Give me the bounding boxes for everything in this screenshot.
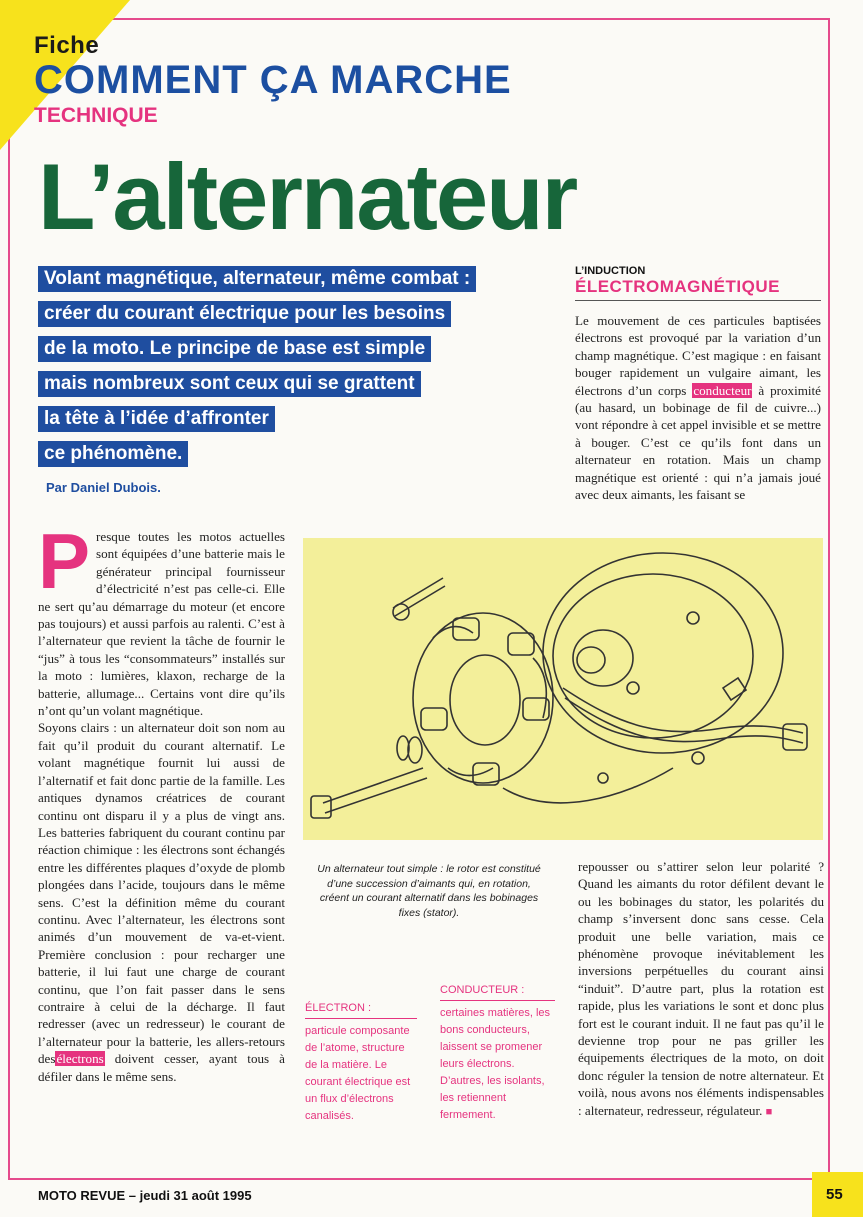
section-heading-small: L’INDUCTION [575,265,646,277]
byline: Par Daniel Dubois. [46,480,161,495]
intro-block [38,266,528,495]
intro-line: ce phénomène. [38,441,188,467]
highlight-electrons: électrons [56,1051,104,1067]
body-text: Le mouvement de ces particules baptisées électrons est provoqué par la variation d’un champ magnétique. C’est magique : en faisant bouger rapidement un vulgaire aimant, les électrons d’un corps [575,313,821,398]
header-fiche: Fiche [34,32,100,59]
page-number: 55 [826,1186,843,1203]
body-text: repousser ou s’attirer selon leur polarité ? Quand les aimants du rotor défilent devant le ou les bobinages du stator, les polarités du champ s’inversent donc sans cesse. Cela produit une belle variation, mais ce phénomène provoque inévitablement les inversions perpétuelles du courant ainsi “induit”. D’autre part, plus la rotation est rapide, plus les variations le sont et donc plus fort est le courant induit. Il ne faut pas qu’il le devienne trop pour ne pas griller les équipements électriques de la moto, on doit donc réguler la tension de notre alternateur. Et voilà, nous avons nos éléments indispensables : alternateur, redresseur, régulateur. [578,859,824,1118]
section-heading [575,265,821,301]
figure-caption: Un alternateur tout simple : le rotor est constitué d’une succession d’aimants qui, en rotation, créent un courant alternatif dans les bobinages fixes (stator). [317,863,541,919]
intro-line: la tête à l’idée d’affronter [38,406,275,432]
glossary-term: ÉLECTRON : [305,1000,417,1019]
glossary-electron [305,1000,417,1125]
glossary-definition: certaines matières, les bons conducteurs, laissent se promener leurs électrons. D’autres, les isolants, les retiennent fermement. [440,1007,551,1121]
intro-line: de la moto. Le principe de base est simple [38,336,431,362]
section-heading-big: ÉLECTROMAGNÉTIQUE [575,277,821,301]
body-text: à proximité (au hasard, un bobinage de fil de cuivre...) vont répondre à cet appel invisible et se mettre à bouger. C’est ce qu’ils font dans un alternateur en rotation. Mais un champ magnétique est orienté : qui n’a jamais joué avec deux aimants, les faisant se [575,382,821,503]
glossary-definition: particule composante de l’atome, structure de la matière. Le courant électrique est un flux d’électrons canalisés. [305,1025,411,1122]
intro-line: Volant magnétique, alternateur, même combat : [38,266,476,292]
body-paragraph: resque toutes les motos actuelles sont équipées d’une batterie mais le générateur principal fournisseur d’électricité n’est pas celle-ci. Elle ne sert qu’au démarrage du moteur (et encore pas toujours) et aussi parfois au ralenti. C’est à l’alternateur que revient la tâche de fournir le “jus” à tous les “consommateurs” installés sur la moto : lumières, klaxon, recharge de la batterie, allumage... Certains vont dire qu’ils n’ont qu’un volant magnétique. [38,529,285,719]
header-comment-ca-marche: COMMENT ÇA MARCHE [34,58,512,102]
body-left [38,517,285,1085]
drop-cap: P [38,517,91,605]
intro-line: créer du courant électrique pour les besoins [38,301,451,327]
end-mark: ■ [765,1105,773,1118]
intro-line: mais nombreux sont ceux qui se grattent [38,371,421,397]
alternator-illustration [303,538,823,840]
body-right-top [575,312,821,503]
glossary-term: CONDUCTEUR : [440,982,555,1001]
glossary-conducteur [440,982,555,1124]
footer-publication: MOTO REVUE – jeudi 31 août 1995 [38,1188,252,1203]
header-technique: TECHNIQUE [34,104,158,127]
article-title: L’alternateur [38,144,577,249]
body-right-bottom [578,858,824,1121]
body-text: doivent cesser, ayant tous à défiler dans le même sens. [38,1051,285,1084]
highlight-conducteur: conducteur [693,382,752,398]
alternator-drawing [303,538,823,840]
body-text: Soyons clairs : un alternateur doit son nom au fait qu’il produit du courant alternatif. Le volant magnétique fournit lui aussi de l’alternatif et fait donc partie de la famille. Les antiques dynamos créatrices de courant continu ont disparu il y a plus de vingt ans. Les batteries fabriquent du courant continu par réaction chimique : les électrons sont échangés entre les différentes plaques d’oxyde de plomb plongées dans l’acide, toujours dans le même sens. C’est la définition même du courant continu. Avec l’alternateur, les électrons sont animés d’un mouvement de va-et-vient. Première conclusion : pour recharger une batterie, il lui faut une charge de courant continu, que l’on fait passer dans le sens contraire à celui de la décharge. Il faut redresser (avec un redresseur) le courant de l’alternateur pour la batterie, les allers-retours des [38,720,285,1067]
